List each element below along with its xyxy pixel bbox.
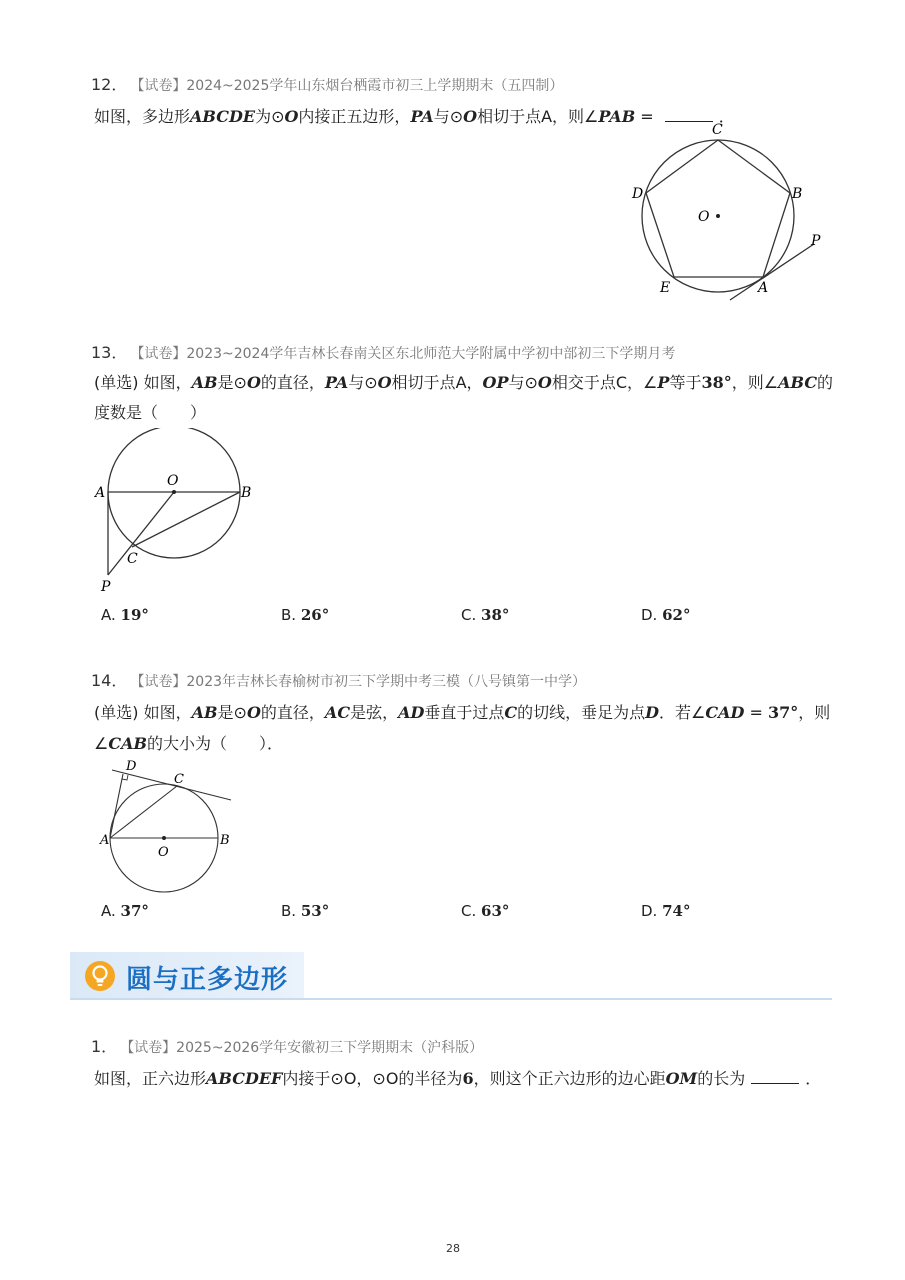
q13-option-d-letter: D. bbox=[641, 606, 663, 624]
q13-text-line2: 度数是（ ） bbox=[94, 403, 207, 422]
q1-header bbox=[91, 1034, 483, 1057]
q1-six: 6 bbox=[462, 1069, 474, 1088]
q14-option-a-letter: A. bbox=[101, 902, 121, 920]
q13-option-c-value: 38° bbox=[481, 606, 510, 624]
q12-center-dot bbox=[716, 214, 720, 218]
q1-text bbox=[94, 1066, 821, 1089]
q13-option-d-value: 62° bbox=[662, 606, 691, 624]
q14-option-c-letter: C. bbox=[461, 902, 482, 920]
q13-t8: 相交于点 bbox=[551, 373, 616, 392]
q14-figure bbox=[94, 756, 244, 896]
q14-label-c: C bbox=[174, 772, 184, 787]
q12-source: 【试卷】2024~2025学年山东烟台栖霞市初三上学期期末（五四制） bbox=[137, 78, 564, 94]
q14-source: 【试卷】2023年吉林长春榆树市初三下学期中考三模（八号镇第一中学） bbox=[137, 674, 587, 690]
q13-header bbox=[91, 340, 675, 363]
q12-text-d: 与⊙ bbox=[433, 107, 464, 126]
q12-text-c: 内接正五边形， bbox=[298, 107, 411, 126]
q13-deg: 38° bbox=[701, 373, 732, 392]
q13-label-o: O bbox=[167, 473, 179, 489]
q13-t12: 的 bbox=[817, 373, 834, 392]
q14-option-b-value: 53° bbox=[300, 902, 330, 920]
q14-c: C bbox=[504, 703, 518, 722]
q1-t1: 如图，正六边形 bbox=[94, 1069, 207, 1088]
q12-end: ． bbox=[718, 107, 735, 126]
q14-number: 14． bbox=[91, 671, 128, 690]
q13-source: 【试卷】2023~2024学年吉林长春南关区东北师范大学附属中学初中部初三下学期月考 bbox=[137, 346, 676, 362]
q14-o1: O bbox=[246, 703, 261, 722]
q13-text-line1 bbox=[94, 370, 833, 393]
q13-label-b: B bbox=[241, 485, 252, 501]
q1-number: 1． bbox=[91, 1037, 118, 1056]
q14-label-b: B bbox=[220, 833, 230, 848]
q12-pa: PA bbox=[410, 107, 434, 126]
q14-chord-ac bbox=[110, 786, 177, 838]
q1-end: ． bbox=[805, 1069, 822, 1088]
q13-p: P bbox=[657, 373, 670, 392]
q13-t10: 等于 bbox=[669, 373, 702, 392]
q13-label-a: A bbox=[95, 485, 106, 501]
q13-option-b-value: 26° bbox=[300, 606, 330, 624]
q14-t8: = bbox=[744, 703, 768, 722]
q14-type: (单选) bbox=[94, 703, 139, 722]
q13-line-cb bbox=[132, 492, 240, 547]
q12-label-p: P bbox=[811, 233, 821, 249]
q14-option-c[interactable] bbox=[461, 902, 509, 920]
q12-tangent-pa bbox=[730, 244, 814, 300]
q14-t10: 的大小为（ ）． bbox=[147, 734, 284, 753]
q14-d: D bbox=[645, 703, 660, 722]
q12-number: 12． bbox=[91, 75, 128, 94]
q12-label-b: B bbox=[792, 186, 803, 202]
q12-o1: O bbox=[284, 107, 299, 126]
q12-text-b: 为⊙ bbox=[255, 107, 285, 126]
q12-text-a: 如图，多边形 bbox=[94, 107, 191, 126]
q14-option-b[interactable] bbox=[281, 902, 329, 920]
lightbulb-icon-base1 bbox=[97, 980, 104, 983]
q13-option-d[interactable] bbox=[641, 606, 690, 624]
q13-t11: ，则∠ bbox=[731, 373, 779, 392]
q12-abcde: ABCDE bbox=[190, 107, 256, 126]
q14-cad: CAD bbox=[705, 703, 745, 722]
q1-abcdef: ABCDEF bbox=[206, 1069, 283, 1088]
q13-option-b[interactable] bbox=[281, 606, 329, 624]
q13-option-c[interactable] bbox=[461, 606, 509, 624]
q12-o2: O bbox=[463, 107, 478, 126]
q12-label-d: D bbox=[632, 186, 644, 202]
q14-ab: AB bbox=[191, 703, 218, 722]
q14-label-o: O bbox=[158, 845, 169, 860]
q13-t1: 如图， bbox=[138, 373, 192, 392]
q13-o3: O bbox=[537, 373, 552, 392]
q14-label-a: A bbox=[100, 833, 110, 848]
q14-option-b-letter: B. bbox=[281, 902, 301, 920]
q13-ab: AB bbox=[191, 373, 218, 392]
q14-t2: 是⊙ bbox=[217, 703, 247, 722]
q1-t4: 的长为 bbox=[697, 1069, 746, 1088]
q13-o2: O bbox=[377, 373, 392, 392]
q14-t4: 是弦， bbox=[350, 703, 399, 722]
q13-op: OP bbox=[482, 373, 509, 392]
q1-t3: ，则这个正六边形的边心距 bbox=[473, 1069, 666, 1088]
q12-label-o: O bbox=[698, 209, 710, 225]
q14-t9: ，则 bbox=[798, 703, 831, 722]
q13-type: (单选) bbox=[94, 373, 139, 392]
section-title: 圆与正多边形 bbox=[126, 965, 289, 995]
section-underline bbox=[70, 998, 832, 1000]
q12-eq: = bbox=[635, 107, 659, 126]
q14-ac: AC bbox=[324, 703, 351, 722]
q14-deg: 37° bbox=[767, 703, 799, 722]
q14-option-d-letter: D. bbox=[641, 902, 663, 920]
q14-center-dot bbox=[162, 836, 166, 840]
q12-text-e: 相切于点 bbox=[477, 107, 542, 126]
q13-option-a-value: 19° bbox=[120, 606, 149, 624]
q13-line-po bbox=[108, 492, 174, 575]
q14-option-a-value: 37° bbox=[120, 902, 149, 920]
q14-text-line1 bbox=[94, 700, 830, 723]
q12-pentagon bbox=[646, 140, 790, 277]
q13-option-c-letter: C. bbox=[461, 606, 482, 624]
q12-text-f: ，则∠ bbox=[552, 107, 599, 126]
q14-label-d: D bbox=[126, 759, 137, 774]
q14-t5: 垂直于过点 bbox=[424, 703, 505, 722]
q13-t3: 的直径， bbox=[260, 373, 325, 392]
q13-figure bbox=[94, 428, 264, 598]
q13-label-c: C bbox=[127, 551, 138, 567]
q1-answer-blank[interactable] bbox=[751, 1069, 799, 1084]
q14-option-d-value: 74° bbox=[662, 902, 691, 920]
q13-t9: ，∠ bbox=[627, 373, 658, 392]
q12-header bbox=[91, 72, 563, 95]
lightbulb-icon-base2 bbox=[98, 984, 103, 986]
q13-pa: PA bbox=[324, 373, 349, 392]
q13-c: C bbox=[615, 373, 628, 392]
q13-o1: O bbox=[246, 373, 261, 392]
q13-t4: 与⊙ bbox=[348, 373, 378, 392]
q14-option-c-value: 63° bbox=[481, 902, 510, 920]
q12-a: A bbox=[541, 107, 553, 126]
q13-abc: ABC bbox=[778, 373, 818, 392]
q14-t3: 的直径， bbox=[260, 703, 325, 722]
q1-t2: 内接于⊙O，⊙O的半径为 bbox=[282, 1069, 463, 1088]
q13-center-dot bbox=[172, 490, 176, 494]
q14-angle-sign: ∠ bbox=[94, 734, 109, 753]
q14-t1: 如图， bbox=[138, 703, 192, 722]
q14-option-d[interactable] bbox=[641, 902, 690, 920]
q12-pab: PAB bbox=[598, 107, 636, 126]
q14-option-a[interactable] bbox=[101, 902, 149, 920]
q13-t2: 是⊙ bbox=[217, 373, 247, 392]
q1-om: OM bbox=[665, 1069, 698, 1088]
q13-option-a-letter: A. bbox=[101, 606, 121, 624]
q13-t7: 与⊙ bbox=[508, 373, 538, 392]
q14-t6: 的切线，垂足为点 bbox=[517, 703, 646, 722]
q12-label-c: C bbox=[712, 122, 723, 138]
q14-header bbox=[91, 668, 586, 691]
q13-option-b-letter: B. bbox=[281, 606, 301, 624]
q12-pentagon-figure bbox=[620, 120, 840, 310]
q14-cab: CAB bbox=[108, 734, 148, 753]
q13-a: A bbox=[455, 373, 467, 392]
page-number: 28 bbox=[446, 1242, 460, 1255]
q13-t5: 相切于点 bbox=[391, 373, 456, 392]
q12-label-e: E bbox=[660, 280, 671, 296]
q13-number: 13． bbox=[91, 343, 128, 362]
q12-label-a: A bbox=[758, 280, 769, 296]
q14-ad: AD bbox=[398, 703, 425, 722]
q13-t6: ， bbox=[466, 373, 483, 392]
q1-source: 【试卷】2025~2026学年安徽初三下学期期末（沪科版） bbox=[127, 1040, 484, 1056]
q14-t7: ．若∠ bbox=[659, 703, 706, 722]
q13-label-p: P bbox=[101, 579, 111, 595]
q13-option-a[interactable] bbox=[101, 606, 149, 624]
q14-text-line2 bbox=[94, 731, 283, 754]
lightbulb-icon bbox=[82, 960, 118, 992]
